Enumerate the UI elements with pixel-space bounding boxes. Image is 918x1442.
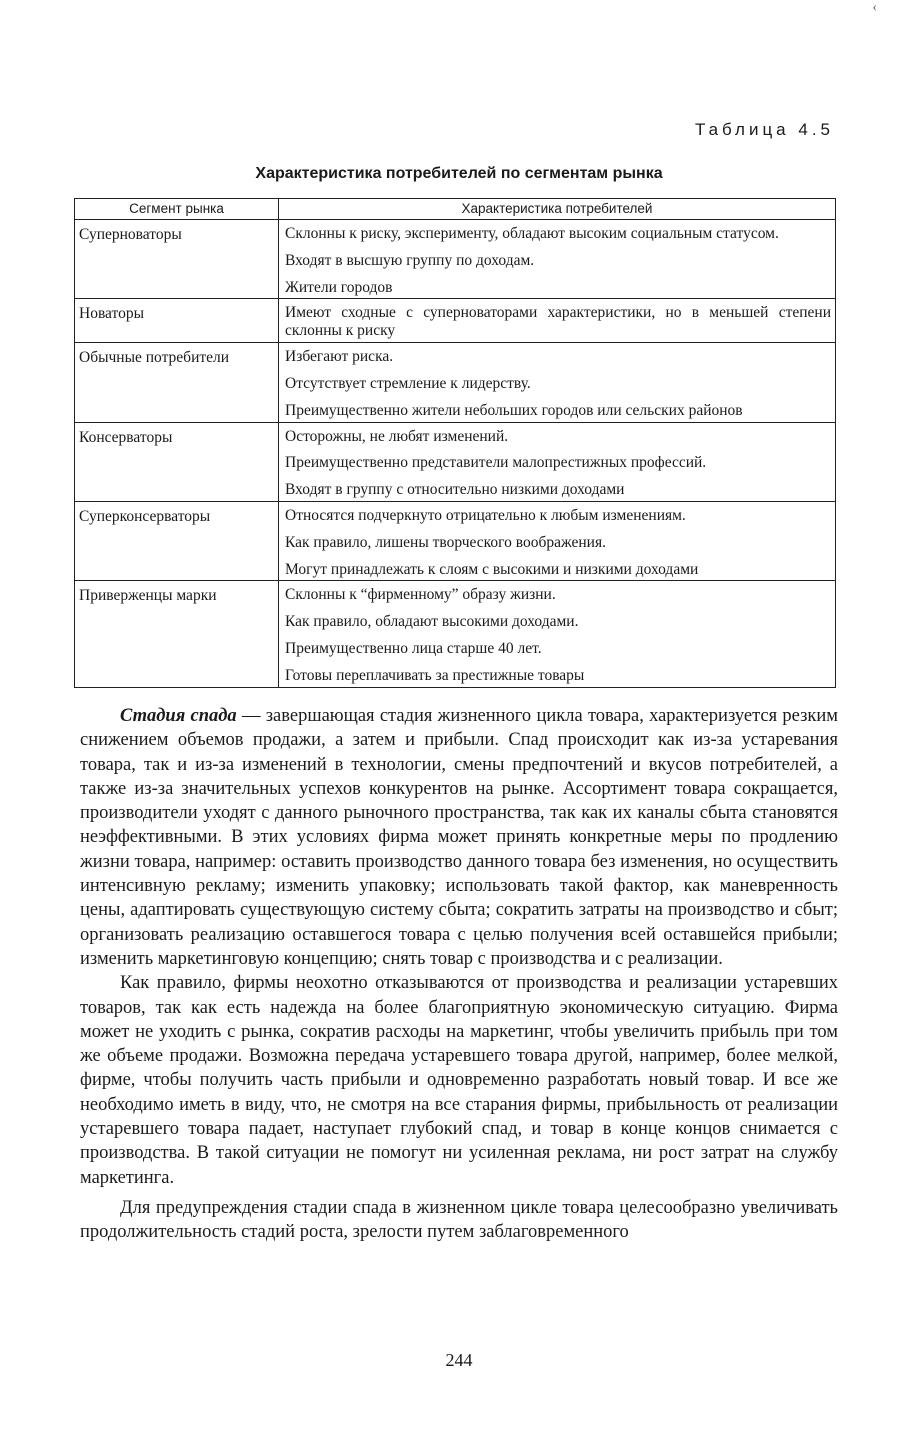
term-decline-stage: Стадия спада <box>120 706 237 726</box>
table-row <box>75 581 836 687</box>
table-row <box>75 299 836 343</box>
trait-line: Отсутствует стремление к лидерству. <box>285 374 531 392</box>
segment-traits <box>279 581 836 687</box>
column-header-traits: Характеристика потребителей <box>279 199 836 220</box>
trait-line: Осторожны, не любят изменений. <box>285 427 509 445</box>
segment-name: Консерваторы <box>75 422 279 501</box>
segment-name: Обычные потребители <box>75 343 279 422</box>
segments-table <box>74 198 836 688</box>
segment-name: Суперноваторы <box>75 220 279 299</box>
paragraph-text: — завершающая стадия жизненного цикла товара, характеризуется резким снижением объемов продажи, а затем и прибыли. Спад происходит как из-за устаревания товара, так и из-за изменений в технологии, смены предпочтений и вкусов потребителей, а также из-за значительных успехов конкурентов на рынке. Ассортимент товара сокращается, производители уходят с данного рыночного пространства, так как их каналы сбыта становятся неэффективными. В этих условиях фирма может принять конкретные меры по продлению жизни товара, например: оставить производство данного товара без изменения, но осуществить интенсивную рекламу; изменить упаковку; использовать такой фактор, как маневренность цены, адаптировать существующую систему сбыта; сократить затраты на производство и сбыт; организовать реализацию оставшегося товара с целью получения всей оставшейся прибыли; изменить маркетинговую концепцию; снять товар с производства и с реализации. <box>80 706 838 969</box>
trait-line: Преимущественно представители малопрестижных профессий. <box>285 454 707 472</box>
paragraph: Для предупреждения стадии спада в жизненном цикле товара целесообразно увеличивать продолжительность стадий роста, зрелости путем заблаговременного <box>80 1197 838 1243</box>
trait-line: Как правило, лишены творческого воображения. <box>285 533 606 551</box>
trait-line: Входят в группу с относительно низкими доходами <box>285 481 625 499</box>
trait-line: Жители городов <box>285 278 393 296</box>
segment-name: Суперконсерваторы <box>75 501 279 580</box>
segment-traits <box>279 422 836 501</box>
trait-line: Могут принадлежать к слоям с высокими и низкими доходами <box>285 560 699 578</box>
table-row <box>75 343 836 422</box>
segment-name: Новаторы <box>75 299 279 343</box>
table-header-row <box>75 199 836 220</box>
trait-line: Склонны к “фирменному” образу жизни. <box>285 586 556 604</box>
table-row <box>75 501 836 580</box>
trait-line: Входят в высшую группу по доходам. <box>285 251 535 269</box>
trait-line: Имеют сходные с суперноваторами характеристики, но в меньшей степени склонны к риску <box>285 304 831 340</box>
table-label: Таблица 4.5 <box>694 120 834 139</box>
trait-line: Преимущественно жители небольших городов или сельских районов <box>285 401 743 419</box>
corner-mark: ‹ <box>872 0 878 15</box>
trait-line: Относятся подчеркнуто отрицательно к любым изменениям. <box>285 506 686 524</box>
trait-line: Готовы переплачивать за престижные товары <box>285 666 585 684</box>
segment-traits <box>279 299 836 343</box>
paragraph <box>80 704 838 971</box>
table-title: Характеристика потребителей по сегментам рынка <box>255 165 663 182</box>
column-header-segment: Сегмент рынка <box>75 199 279 220</box>
segment-traits <box>279 343 836 422</box>
paragraph: Как правило, фирмы неохотно отказываются от производства и реализации устаревших товаров, так как есть надежда на более благоприятную экономическую ситуацию. Фирма может не уходить с рынка, сократив расходы на маркетинг, чтобы увеличить прибыль при том же объеме продажи. Возможна передача устаревшего товара другой, например, более мелкой, фирме, чтобы получить часть прибыли и одновременно разработать новый товар. И все же необходимо иметь в виду, что, не смотря на все старания фирмы, прибыльность от реализации устаревшего товара падает, наступает глубокий спад, и товар в конце концов снимается с производства. В такой ситуации не помогут ни усиленная реклама, ни рост затрат на службу маркетинга. <box>80 973 838 1188</box>
segment-name: Приверженцы марки <box>75 581 279 687</box>
table-row <box>75 220 836 299</box>
page-number: 244 <box>445 1350 473 1370</box>
segment-traits <box>279 220 836 299</box>
trait-line: Как правило, обладают высокими доходами. <box>285 613 579 631</box>
trait-line: Преимущественно лица старше 40 лет. <box>285 640 542 657</box>
segment-traits <box>279 501 836 580</box>
trait-line: Избегают риска. <box>285 348 394 366</box>
table-row <box>75 422 836 501</box>
body-text <box>80 704 838 1245</box>
trait-line: Склонны к риску, эксперименту, обладают высоким социальным статусом. <box>285 225 779 242</box>
